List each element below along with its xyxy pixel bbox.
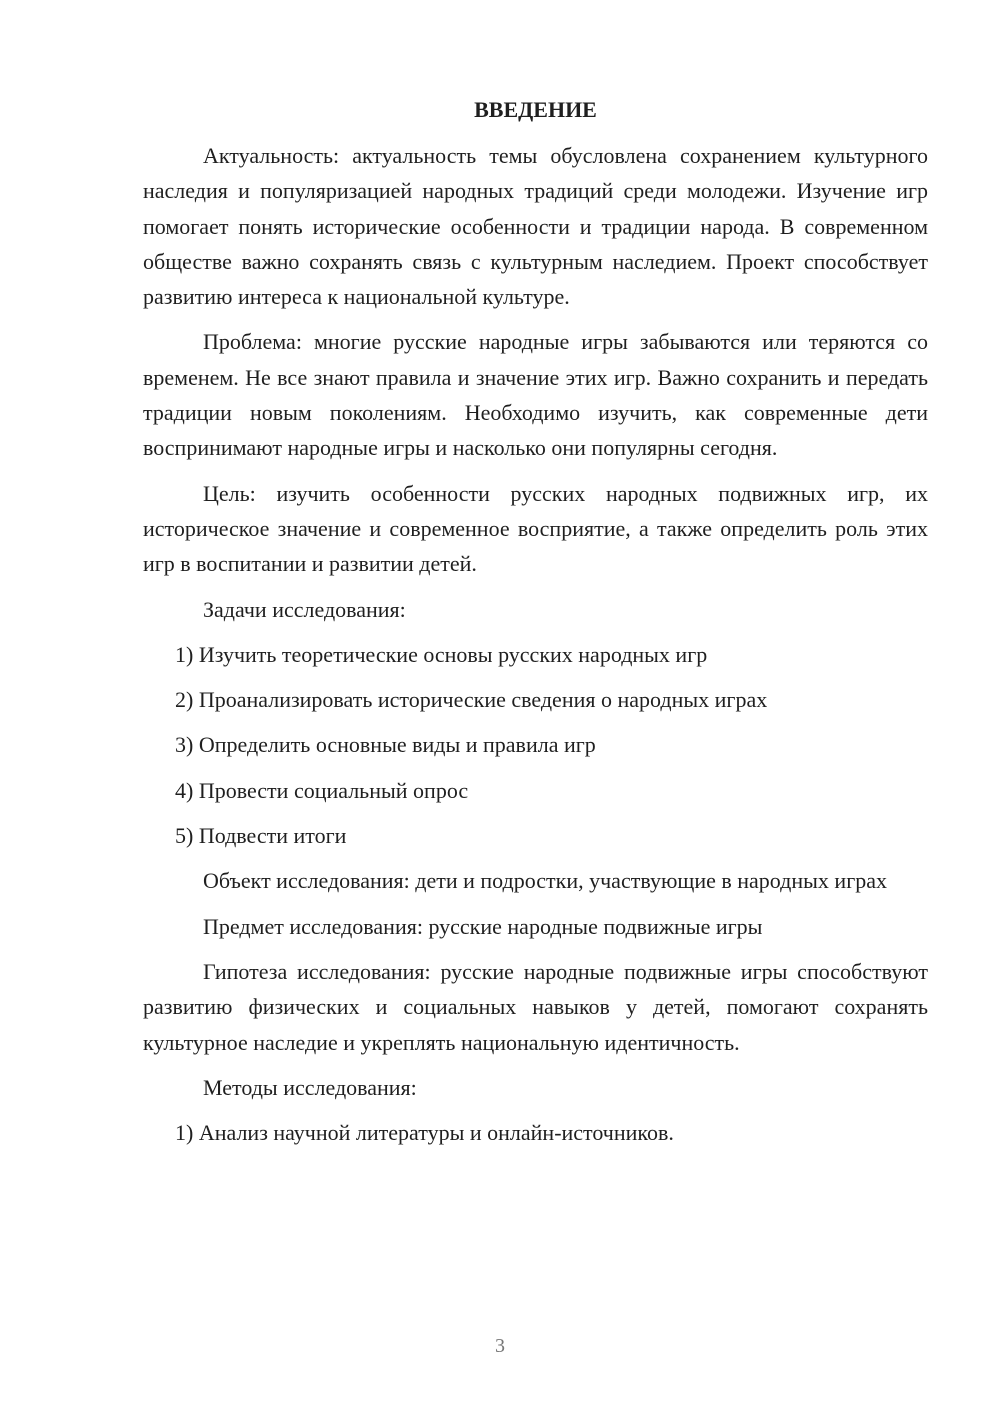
- list-item: 5) Подвести итоги: [175, 823, 347, 849]
- problem-paragraph: Проблема: многие русские народные игры забываются или теряются со временем. Не все знают правила и значение этих игр. Важно сохранить и передать традиции новым поколениям. Необходимо изучить, как современные дети воспринимают народные игры и насколько они популярны сегодня.: [143, 329, 928, 461]
- methods-list: [143, 1115, 928, 1150]
- tasks-heading: Задачи исследования:: [203, 596, 406, 622]
- subject-paragraph: Предмет исследования: русские народные подвижные игры: [203, 913, 763, 939]
- list-item: 3) Определить основные виды и правила игр: [175, 732, 596, 758]
- methods-heading: Методы исследования:: [203, 1074, 417, 1100]
- page-number: 3: [495, 1335, 505, 1357]
- list-item: 4) Провести социальный опрос: [175, 777, 469, 803]
- list-item: 1) Изучить теоретические основы русских народных игр: [175, 641, 708, 667]
- goal-paragraph: Цель: изучить особенности русских народных подвижных игр, их историческое значение и современное восприятие, а также определить роль этих игр в воспитании и развитии детей.: [143, 480, 928, 577]
- page-content: [143, 94, 928, 1160]
- hypothesis-paragraph: Гипотеза исследования: русские народные подвижные игры способствуют развитию физических и социальных навыков у детей, помогают сохранять культурное наследие и укреплять национальную идентичность.: [143, 958, 928, 1055]
- relevance-paragraph: Актуальность: актуальность темы обусловлена сохранением культурного наследия и популяризацией народных традиций среди молодежи. Изучение игр помогает понять исторические особенности и традиции народа. В современном обществе важно сохранять связь с культурным наследием. Проект способствует развитию интереса к национальной культуре.: [143, 143, 928, 310]
- tasks-list: [143, 637, 928, 853]
- section-title: ВВЕДЕНИЕ: [474, 97, 597, 122]
- list-item: 2) Проанализировать исторические сведения о народных играх: [175, 687, 768, 713]
- object-paragraph: Объект исследования: дети и подростки, участвующие в народных играх: [203, 868, 887, 894]
- list-item: 1) Анализ научной литературы и онлайн-источников.: [175, 1120, 674, 1146]
